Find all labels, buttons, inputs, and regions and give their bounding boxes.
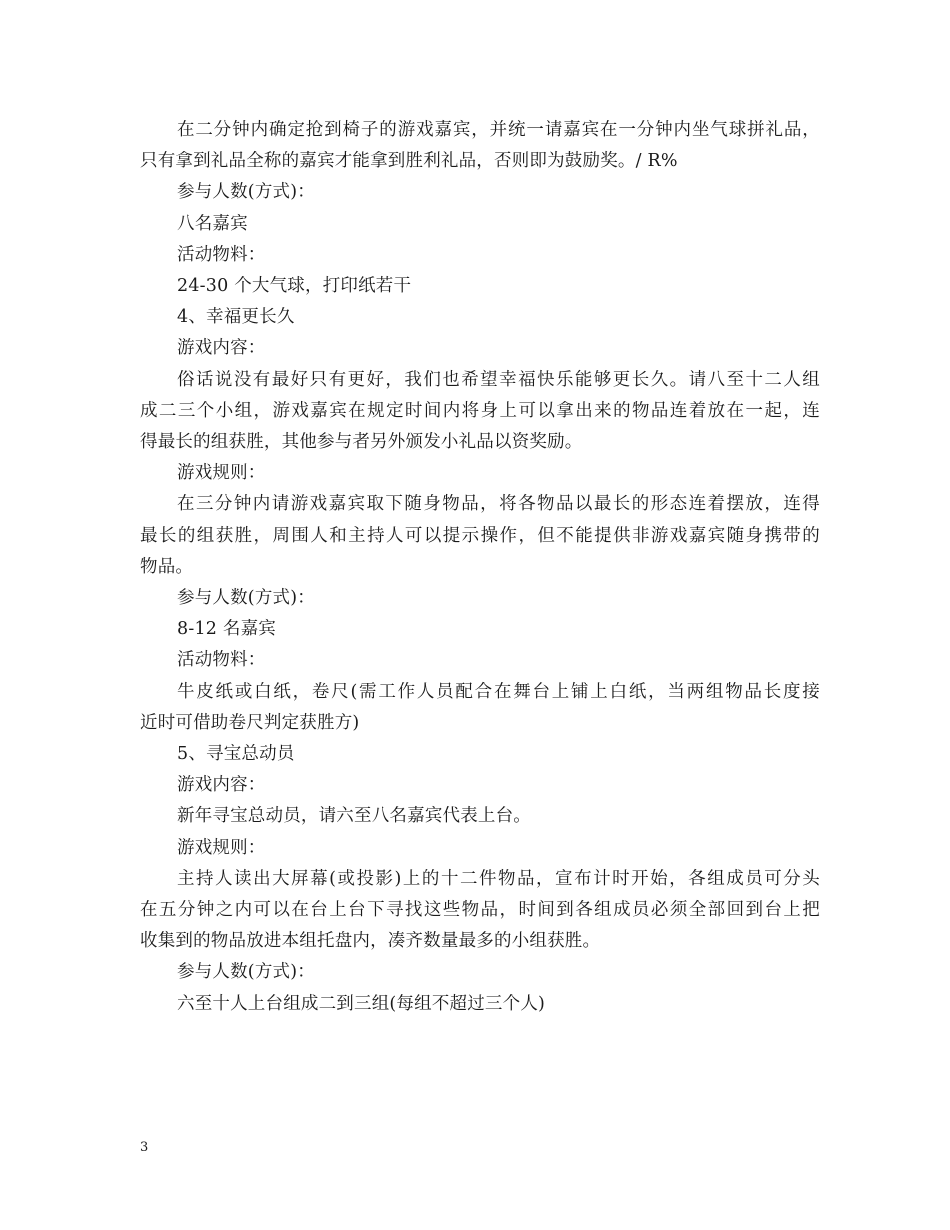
text-line: 新年寻宝总动员，请六至八名嘉宾代表上台。 [177, 806, 531, 827]
text-line: 游戏内容： [177, 775, 266, 796]
page-number: 3 [140, 1140, 149, 1155]
text-line: 4、幸福更长久 [177, 307, 295, 328]
text-line: 24-30 个大气球，打印纸若干 [177, 276, 412, 297]
text-line: 俗话说没有最好只有更好，我们也希望幸福快乐能够更长久。请八至十二人组 [177, 369, 820, 390]
text-line: 在五分钟之内可以在台上台下寻找这些物品，时间到各组成员必须全部回到台上把 [140, 900, 820, 921]
text-line: 在三分钟内请游戏嘉宾取下随身物品，将各物品以最长的形态连着摆放，连得 [177, 494, 820, 515]
text-line: 最长的组获胜，周围人和主持人可以提示操作，但不能提供非游戏嘉宾随身携带的 [140, 525, 820, 546]
text-line: 近时可借助卷尺判定获胜方) [140, 712, 360, 733]
text-line: 游戏规则： [177, 837, 266, 858]
text-line: 收集到的物品放进本组托盘内，凑齐数量最多的小组获胜。 [140, 931, 601, 952]
text-line: 游戏内容： [177, 338, 266, 359]
text-line: 成二三个小组，游戏嘉宾在规定时间内将身上可以拿出来的物品连着放在一起，连 [140, 400, 820, 421]
text-line: 参与人数(方式)： [177, 962, 315, 983]
text-line: 六至十人上台组成二到三组(每组不超过三个人) [177, 993, 546, 1014]
text-line: 牛皮纸或白纸，卷尺(需工作人员配合在舞台上铺上白纸，当两组物品长度接 [177, 681, 820, 702]
text-line: 8-12 名嘉宾 [177, 619, 276, 640]
text-line: 物品。 [140, 556, 194, 577]
text-line: 活动物料： [177, 244, 266, 265]
text-line: 主持人读出大屏幕(或投影)上的十二件物品，宣布计时开始，各组成员可分头 [177, 868, 820, 889]
text-line: 活动物料： [177, 650, 266, 671]
text-line: 得最长的组获胜，其他参与者另外颁发小礼品以资奖励。 [140, 432, 583, 453]
text-line: 在二分钟内确定抢到椅子的游戏嘉宾，并统一请嘉宾在一分钟内坐气球拼礼品， [177, 120, 820, 140]
text-line: 5、寻宝总动员 [177, 744, 295, 765]
text-line: 游戏规则： [177, 463, 266, 484]
text-line: 只有拿到礼品全称的嘉宾才能拿到胜利礼品，否则即为鼓励奖。/ R% [140, 151, 678, 172]
document-body [140, 115, 820, 1020]
text-line: 参与人数(方式)： [177, 182, 315, 203]
text-line: 参与人数(方式)： [177, 588, 315, 609]
text-line: 八名嘉宾 [177, 213, 248, 234]
